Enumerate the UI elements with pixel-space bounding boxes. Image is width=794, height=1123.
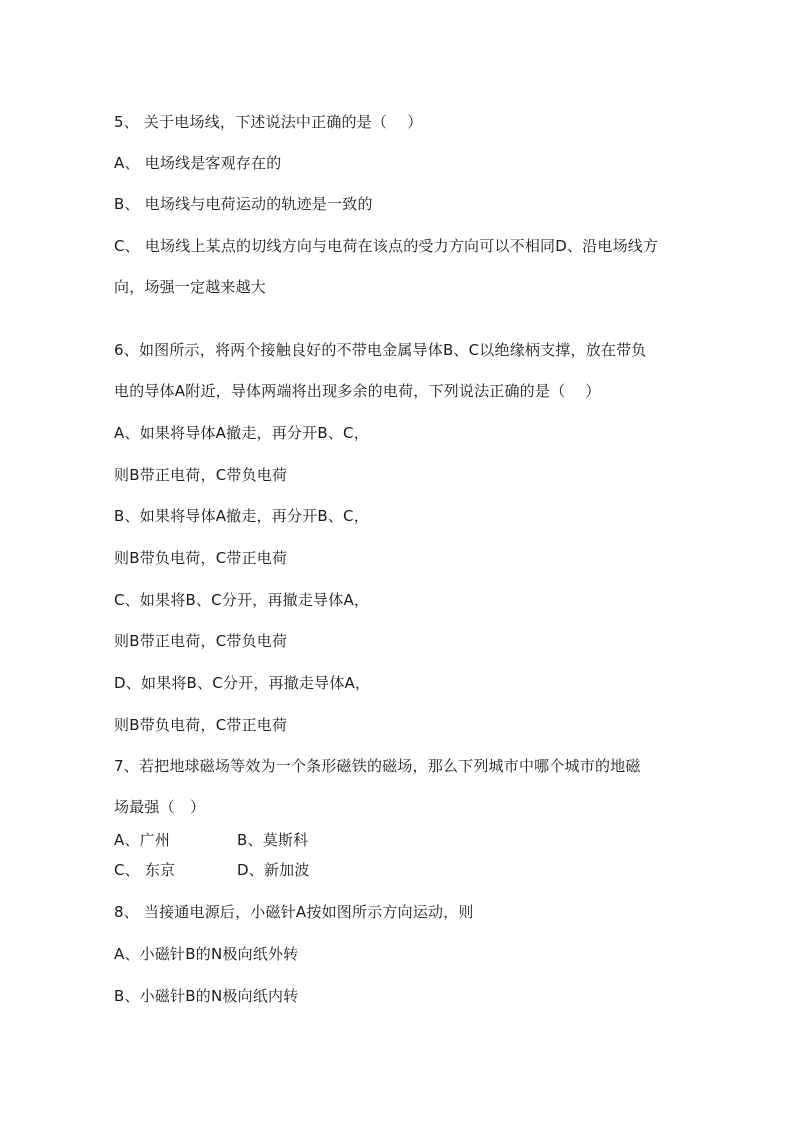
q7-option-d: D、新加波 — [237, 861, 310, 879]
q6-option-a-line1: A、如果将导体A撤走，再分开B、C， — [114, 424, 369, 442]
q5-option-c-line1: C、 电场线上某点的切线方向与电荷在该点的受力方向可以不相同D、沿电场线方 — [114, 237, 659, 255]
q5-option-a: A、 电场线是客观存在的 — [114, 154, 282, 172]
q7-option-a: A、广州 — [114, 831, 171, 849]
q6-option-a-line2: 则B带正电荷，C带负电荷 — [114, 466, 288, 484]
q6-option-b-line2: 则B带负电荷，C带正电荷 — [114, 549, 288, 567]
q6-option-d-line1: D、如果将B、C分开，再撤走导体A， — [114, 674, 371, 692]
q6-option-c-line2: 则B带正电荷，C带负电荷 — [114, 632, 288, 650]
q6-stem-line1: 6、如图所示，将两个接触良好的不带电金属导体B、C以绝缘柄支撑，放在带负 — [114, 341, 647, 359]
q7-option-b: B、莫斯科 — [237, 831, 309, 849]
q7-stem-line2: 场最强（ ） — [114, 798, 206, 816]
q5-stem: 5、 关于电场线，下述说法中正确的是（ ） — [114, 113, 423, 131]
q6-option-d-line2: 则B带负电荷，C带正电荷 — [114, 716, 288, 734]
q8-option-a: A、小磁针B的N极向纸外转 — [114, 945, 299, 963]
q7-stem-line1: 7、若把地球磁场等效为一个条形磁铁的磁场，那么下列城市中哪个城市的地磁 — [114, 757, 641, 775]
q8-option-b: B、小磁针B的N极向纸内转 — [114, 987, 299, 1005]
q6-stem-line2: 电的导体A附近，导体两端将出现多余的电荷，下列说法正确的是（ ） — [114, 382, 601, 400]
q6-option-b-line1: B、如果将导体A撤走，再分开B、C， — [114, 507, 369, 525]
q8-stem: 8、 当接通电源后，小磁针A按如图所示方向运动，则 — [114, 903, 474, 921]
q7-option-c: C、 东京 — [114, 861, 176, 879]
q6-option-c-line1: C、如果将B、C分开，再撤走导体A， — [114, 591, 370, 609]
q5-option-b: B、 电场线与电荷运动的轨迹是一致的 — [114, 195, 373, 213]
q5-option-c-line2: 向，场强一定越来越大 — [114, 278, 267, 296]
